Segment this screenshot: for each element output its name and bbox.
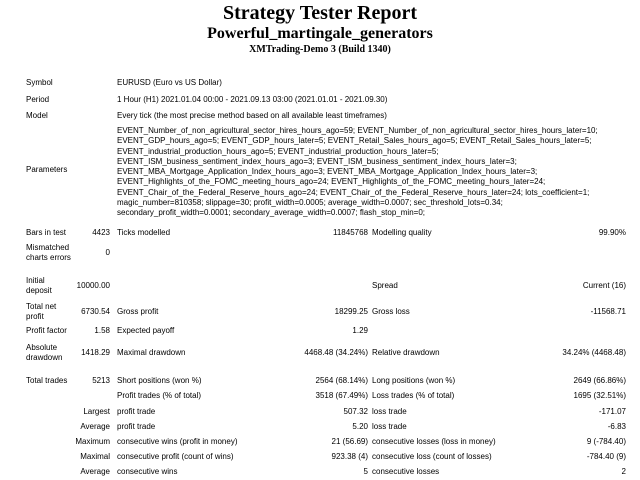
mismatched-label: Mismatched — [26, 243, 70, 252]
symbol-label: Symbol — [26, 78, 53, 87]
pt-label: Profit trades (% of total) — [117, 391, 202, 400]
mismatched-value: 0 — [105, 248, 110, 257]
average-pt-value: 5.20 — [352, 422, 368, 431]
pf-label: Profit factor — [26, 326, 67, 335]
grossprofit-label: Gross profit — [117, 307, 159, 316]
period-label: Period — [26, 95, 50, 104]
grossloss-label: Gross loss — [372, 307, 410, 316]
payoff-value: 1.29 — [352, 326, 368, 335]
report-title: Strategy Tester Report — [222, 2, 418, 24]
absdd-value: 1418.29 — [81, 348, 110, 357]
trades-value: 5213 — [92, 376, 110, 385]
avg-label: Average — [80, 467, 110, 476]
payoff-label: Expected payoff — [117, 326, 175, 335]
period-value: 1 Hour (H1) 2021.01.04 00:00 - 2021.09.13 03:00 (2021.01.01 - 2021.09.30) — [117, 95, 388, 104]
largest-pt-label: profit trade — [117, 407, 156, 416]
server-build: XMTrading-Demo 3 (Build 1340) — [249, 44, 391, 55]
bars-label: Bars in test — [26, 228, 67, 237]
mismatched-label-2: charts errors — [26, 253, 71, 262]
parameters-value — [117, 126, 617, 219]
max-cw-label: consecutive wins (profit in money) — [117, 437, 238, 446]
max-cl-label: consecutive losses (loss in money) — [372, 437, 496, 446]
reldd-label: Relative drawdown — [372, 348, 440, 357]
max-cl-value: 9 (-784.40) — [586, 437, 626, 446]
avg-cw-label: consecutive wins — [117, 467, 178, 476]
reldd-value: 34.24% (4468.48) — [562, 348, 626, 357]
mx-cp-value: 923.38 (4) — [331, 452, 368, 461]
pt-value: 3518 (67.49%) — [315, 391, 368, 400]
largest-lt-label: loss trade — [372, 407, 407, 416]
absdd-label-2: drawdown — [26, 353, 63, 362]
model-value: Every tick (the most precise method based on all available least timeframes) — [117, 111, 387, 120]
parameter-line: EVENT_industrial_production_hours_ago=5; EVENT_industrial_production_hours_later=5; — [117, 146, 439, 156]
avg-cw-value: 5 — [363, 467, 368, 476]
short-value: 2564 (68.14%) — [315, 376, 368, 385]
absdd-label: Absolute — [26, 343, 58, 352]
maximum-label: Maximum — [75, 437, 110, 446]
deposit-value: 10000.00 — [76, 281, 110, 290]
largest-lt-value: -171.07 — [598, 407, 626, 416]
trades-label: Total trades — [26, 376, 68, 385]
average-label: Average — [80, 422, 110, 431]
largest-pt-value: 507.32 — [343, 407, 368, 416]
mx-cl-value: -784.40 (9) — [586, 452, 626, 461]
avg-cl-label: consecutive losses — [372, 467, 440, 476]
quality-value: 99.90% — [598, 228, 626, 237]
average-pt-label: profit trade — [117, 422, 156, 431]
average-lt-label: loss trade — [372, 422, 407, 431]
parameters-label: Parameters — [26, 165, 68, 174]
ticks-label: Ticks modelled — [117, 228, 171, 237]
parameter-line: magic_number=810358; slippage=30; profit_width=0.0005; average_width=0.0007; sec_threshold_lots=0.34; — [117, 198, 503, 208]
netprofit-label: Total net — [26, 302, 57, 311]
parameter-line: EVENT_Number_of_non_agricultural_sector_hires_hours_ago=59; EVENT_Number_of_non_agricultural_sector_hires_hours_later=10; — [117, 126, 598, 135]
deposit-label-2: deposit — [26, 286, 52, 295]
model-label: Model — [26, 111, 48, 120]
netprofit-label-2: profit — [26, 312, 44, 321]
maxdd-label: Maximal drawdown — [117, 348, 186, 357]
spread-label: Spread — [372, 281, 398, 290]
lt-label: Loss trades (% of total) — [372, 391, 455, 400]
mx-cp-label: consecutive profit (count of wins) — [117, 452, 234, 461]
deposit-label: Initial — [26, 276, 45, 285]
symbol-value: EURUSD (Euro vs US Dollar) — [117, 78, 222, 87]
maximal-label: Maximal — [80, 452, 110, 461]
parameter-line: EVENT_MBA_Mortgage_Application_Index_hours_ago=3; EVENT_MBA_Mortgage_Application_Index_hours_later=3; — [117, 167, 538, 177]
expert-name: Powerful_martingale_generators — [207, 25, 433, 42]
bars-value: 4423 — [92, 228, 110, 237]
max-cw-value: 21 (56.69) — [331, 437, 368, 446]
quality-label: Modelling quality — [372, 228, 432, 237]
lt-value: 1695 (32.51%) — [573, 391, 626, 400]
ticks-value: 11845768 — [333, 228, 368, 237]
parameter-line: EVENT_GDP_hours_ago=5; EVENT_GDP_hours_later=5; EVENT_Retail_Sales_hours_ago=5; EVENT_Retail_Sales_hours_later=5; — [117, 136, 592, 146]
parameter-line: EVENT_Highlights_of_the_FOMC_meeting_hours_ago=24; EVENT_Highlights_of_the_FOMC_meeting_hours_later=24; — [117, 177, 546, 187]
long-label: Long positions (won %) — [372, 376, 456, 385]
grossprofit-value: 18299.25 — [334, 307, 368, 316]
short-label: Short positions (won %) — [117, 376, 202, 385]
maxdd-value: 4468.48 (34.24%) — [304, 348, 368, 357]
largest-label: Largest — [83, 407, 110, 416]
grossloss-value: -11568.71 — [590, 307, 626, 316]
parameter-line: secondary_profit_width=0.0001; secondary_average_width=0.0007; flash_stop_min=0; — [117, 208, 425, 218]
mx-cl-label: consecutive loss (count of losses) — [372, 452, 492, 461]
long-value: 2649 (66.86%) — [573, 376, 626, 385]
parameter-line: EVENT_ISM_business_sentiment_index_hours_ago=3; EVENT_ISM_business_sentiment_index_hours_later=3; — [117, 156, 517, 166]
avg-cl-value: 2 — [621, 467, 626, 476]
netprofit-value: 6730.54 — [81, 307, 110, 316]
pf-value: 1.58 — [94, 326, 110, 335]
spread-value: Current (16) — [582, 281, 626, 290]
parameter-line: EVENT_Chair_of_the_Federal_Reserve_hours_ago=24; EVENT_Chair_of_the_Federal_Reserve_hours_later=24; lots_coefficient=1; — [117, 187, 590, 197]
average-lt-value: -6.83 — [607, 422, 626, 431]
